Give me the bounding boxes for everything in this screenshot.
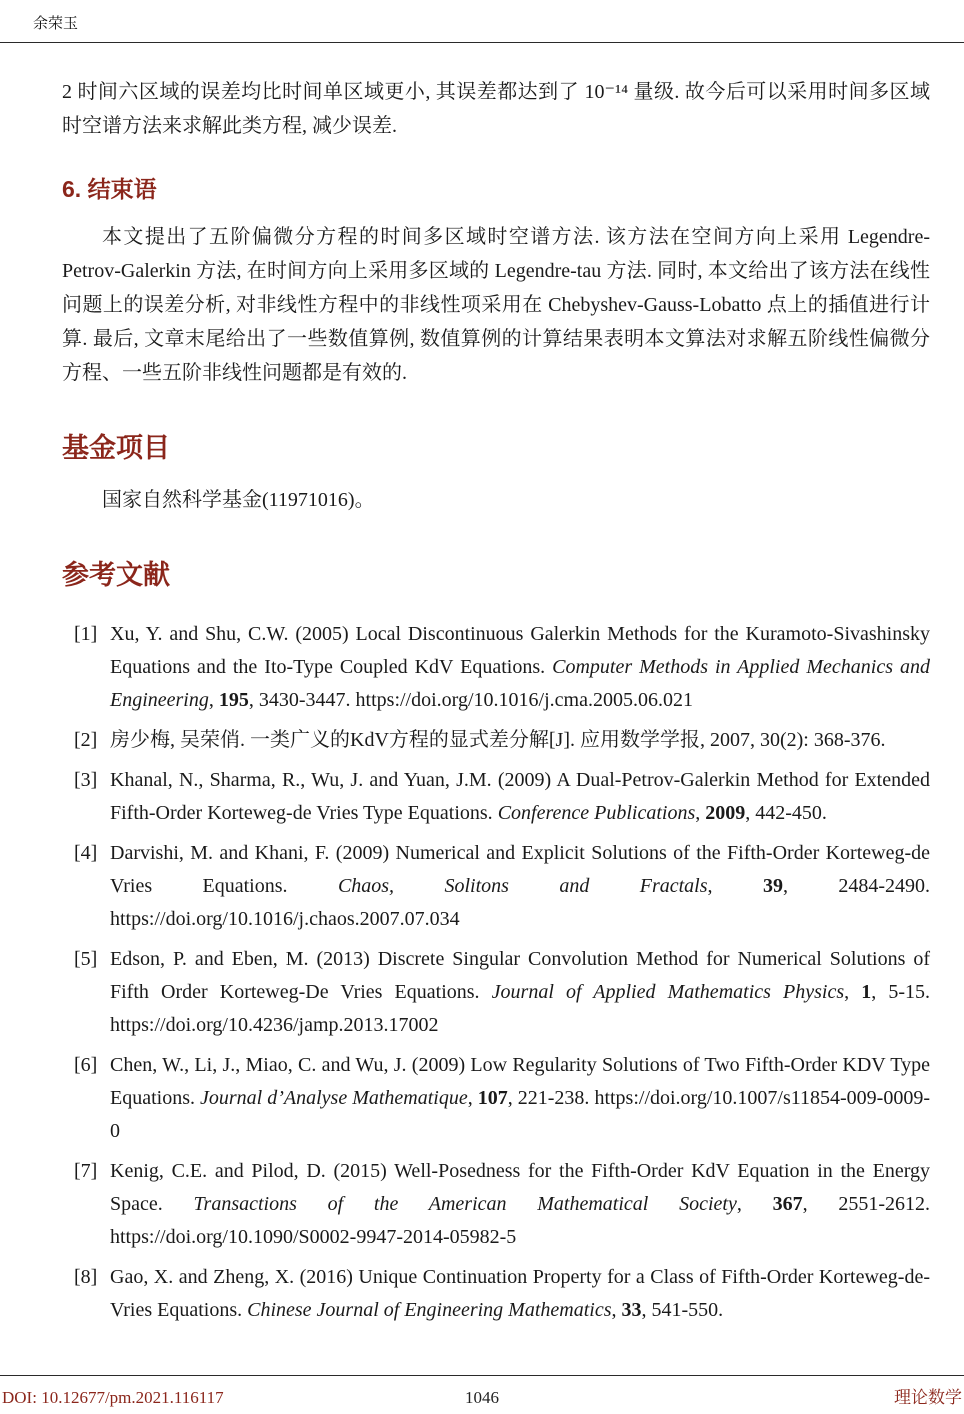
page-content: [0, 43, 964, 1327]
reference-journal-name: Chinese Journal of Engineering Mathematics: [247, 1299, 612, 1321]
reference-text: [110, 618, 930, 717]
reference-text-segment: Khanal, N., Sharma, R., Wu, J. and Yuan, J.M. (2009) A Dual-Petrov-Galerkin Method for Extended Fifth-Order Korteweg-de Vries Type Equations.: [110, 769, 930, 824]
doi-link[interactable]: https://doi.org/10.1016/j.cma.2005.06.021: [355, 689, 693, 711]
reference-text-segment: Edson, P. and Eben, M. (2013) Discrete Singular Convolution Method for Numerical Solutions of Fifth Order Korteweg-De Vries Equations.: [110, 948, 930, 1003]
reference-journal-name: Computer Methods in Applied Mechanics and Engineering: [110, 656, 930, 711]
reference-text-segment: ,: [467, 1087, 478, 1109]
doi-link[interactable]: https://doi.org/10.1090/S0002-9947-2014-05982-5: [110, 1226, 517, 1248]
reference-item: [62, 837, 930, 936]
reference-item: [62, 1049, 930, 1148]
reference-volume: 33: [621, 1299, 642, 1321]
reference-text-segment: , 541-550.: [641, 1299, 724, 1321]
conclusion-paragraph: 本文提出了五阶偏微分方程的时间多区域时空谱方法. 该方法在空间方向上采用 Legendre-Petrov-Galerkin 方法, 在时间方向上采用多区域的 Legendre-tau 方法. 同时, 本文给出了该方法在线性问题上的误差分析, 对非线性方程中的非线性项采用在 Chebyshev-Gauss-Lobatto 点上的插值进行计算. 最后, 文章末尾给出了一些数值算例, 数值算例的计算结果表明本文算法对求解五阶线性偏微分方程、一些五阶非线性问题都是有效的.: [62, 226, 930, 384]
reference-item: [62, 1155, 930, 1254]
reference-text-segment: Kenig, C.E. and Pilod, D. (2015) Well-Posedness for the Fifth-Order KdV Equation in the Energy Space.: [110, 1160, 930, 1215]
reference-label: [5]: [74, 948, 98, 970]
reference-volume: 2009: [705, 802, 746, 824]
reference-journal-name: Journal d’Analyse Mathematique: [200, 1087, 468, 1109]
reference-text: [110, 724, 930, 757]
reference-journal-name: Chaos, Solitons and Fractals: [337, 875, 708, 897]
references-heading: 参考文献: [62, 560, 170, 590]
reference-text-segment: ,: [844, 981, 862, 1003]
reference-journal-name: Transactions of the American Mathematical Society: [193, 1193, 737, 1215]
footer-doi-link[interactable]: DOI: 10.12677/pm.2021.116117: [2, 1388, 224, 1407]
reference-text-segment: ,: [695, 802, 706, 824]
reference-text: [110, 764, 930, 830]
reference-item: [62, 1261, 930, 1327]
reference-text-segment: ,: [707, 875, 763, 897]
reference-journal-name: Journal of Applied Mathematics Physics: [491, 981, 845, 1003]
reference-text-segment: 房少梅, 吴荣俏. 一类广义的KdV方程的显式差分解[J]. 应用数学学报, 2007, 30(2): 368-376.: [110, 729, 886, 751]
reference-text-segment: ,: [208, 689, 219, 711]
footer-page-number: 1046: [465, 1388, 499, 1407]
reference-label: [7]: [74, 1160, 98, 1182]
reference-text-segment: , 442-450.: [745, 802, 827, 824]
doi-link[interactable]: https://doi.org/10.1016/j.chaos.2007.07.034: [110, 908, 460, 930]
reference-label: [8]: [74, 1266, 98, 1288]
page-footer: [0, 1375, 964, 1408]
reference-text-segment: ,: [736, 1193, 773, 1215]
footer-row: [0, 1383, 964, 1408]
reference-label: [6]: [74, 1054, 98, 1076]
reference-volume: 39: [762, 875, 783, 897]
reference-label: [3]: [74, 769, 98, 791]
reference-volume: 107: [477, 1087, 508, 1109]
reference-text-segment: , 3430-3447.: [248, 689, 356, 711]
funding-text: 国家自然科学基金(11971016)。: [102, 489, 375, 511]
footer-journal-name: 理论数学: [894, 1388, 962, 1407]
reference-label: [4]: [74, 842, 98, 864]
header-author: 余荣玉: [33, 16, 79, 32]
page-header: [0, 0, 964, 42]
reference-label: [2]: [74, 729, 98, 751]
funding-heading: 基金项目: [62, 433, 170, 463]
reference-text: [110, 943, 930, 1042]
reference-text-segment: Chen, W., Li, J., Miao, C. and Wu, J. (2009) Low Regularity Solutions of Two Fifth-Order KDV Type Equations.: [110, 1054, 930, 1109]
reference-text-segment: ,: [611, 1299, 622, 1321]
reference-text: [110, 837, 930, 936]
reference-item: [62, 618, 930, 717]
reference-item: [62, 764, 930, 830]
doi-link[interactable]: https://doi.org/10.1007/s11854-009-0009-0: [110, 1087, 930, 1142]
doi-link[interactable]: https://doi.org/10.4236/jamp.2013.17002: [110, 1014, 439, 1036]
reference-item: [62, 724, 930, 757]
reference-journal-name: Conference Publications: [497, 802, 696, 824]
references-list: [62, 618, 930, 1327]
reference-text: [110, 1155, 930, 1254]
intro-paragraph: 2 时间六区域的误差均比时间单区域更小, 其误差都达到了 10⁻¹⁴ 量级. 故今后可以采用时间多区域时空谱方法来求解此类方程, 减少误差.: [62, 81, 930, 137]
reference-text: [110, 1261, 930, 1327]
reference-text-segment: , 221-238.: [507, 1087, 595, 1109]
reference-text: [110, 1049, 930, 1148]
reference-text-segment: Darvishi, M. and Khani, F. (2009) Numerical and Explicit Solutions of the Fifth-Order Korteweg-de Vries Equations.: [110, 842, 930, 897]
reference-item: [62, 943, 930, 1042]
reference-volume: 1: [861, 981, 872, 1003]
reference-label: [1]: [74, 623, 98, 645]
reference-text-segment: , 5-15.: [871, 981, 930, 1003]
reference-volume: 367: [772, 1193, 803, 1215]
reference-text-segment: , 2484-2490.: [782, 875, 931, 897]
reference-text-segment: Gao, X. and Zheng, X. (2016) Unique Continuation Property for a Class of Fifth-Order Korteweg-de-Vries Equations.: [110, 1266, 930, 1321]
section-heading-conclusion: 6. 结束语: [62, 176, 157, 202]
reference-volume: 195: [218, 689, 249, 711]
reference-text-segment: , 2551-2612.: [802, 1193, 930, 1215]
footer-rule: [0, 1375, 964, 1376]
reference-text-segment: Xu, Y. and Shu, C.W. (2005) Local Discontinuous Galerkin Methods for the Kuramoto-Sivashinsky Equations and the Ito-Type Coupled KdV Equations.: [110, 623, 930, 678]
